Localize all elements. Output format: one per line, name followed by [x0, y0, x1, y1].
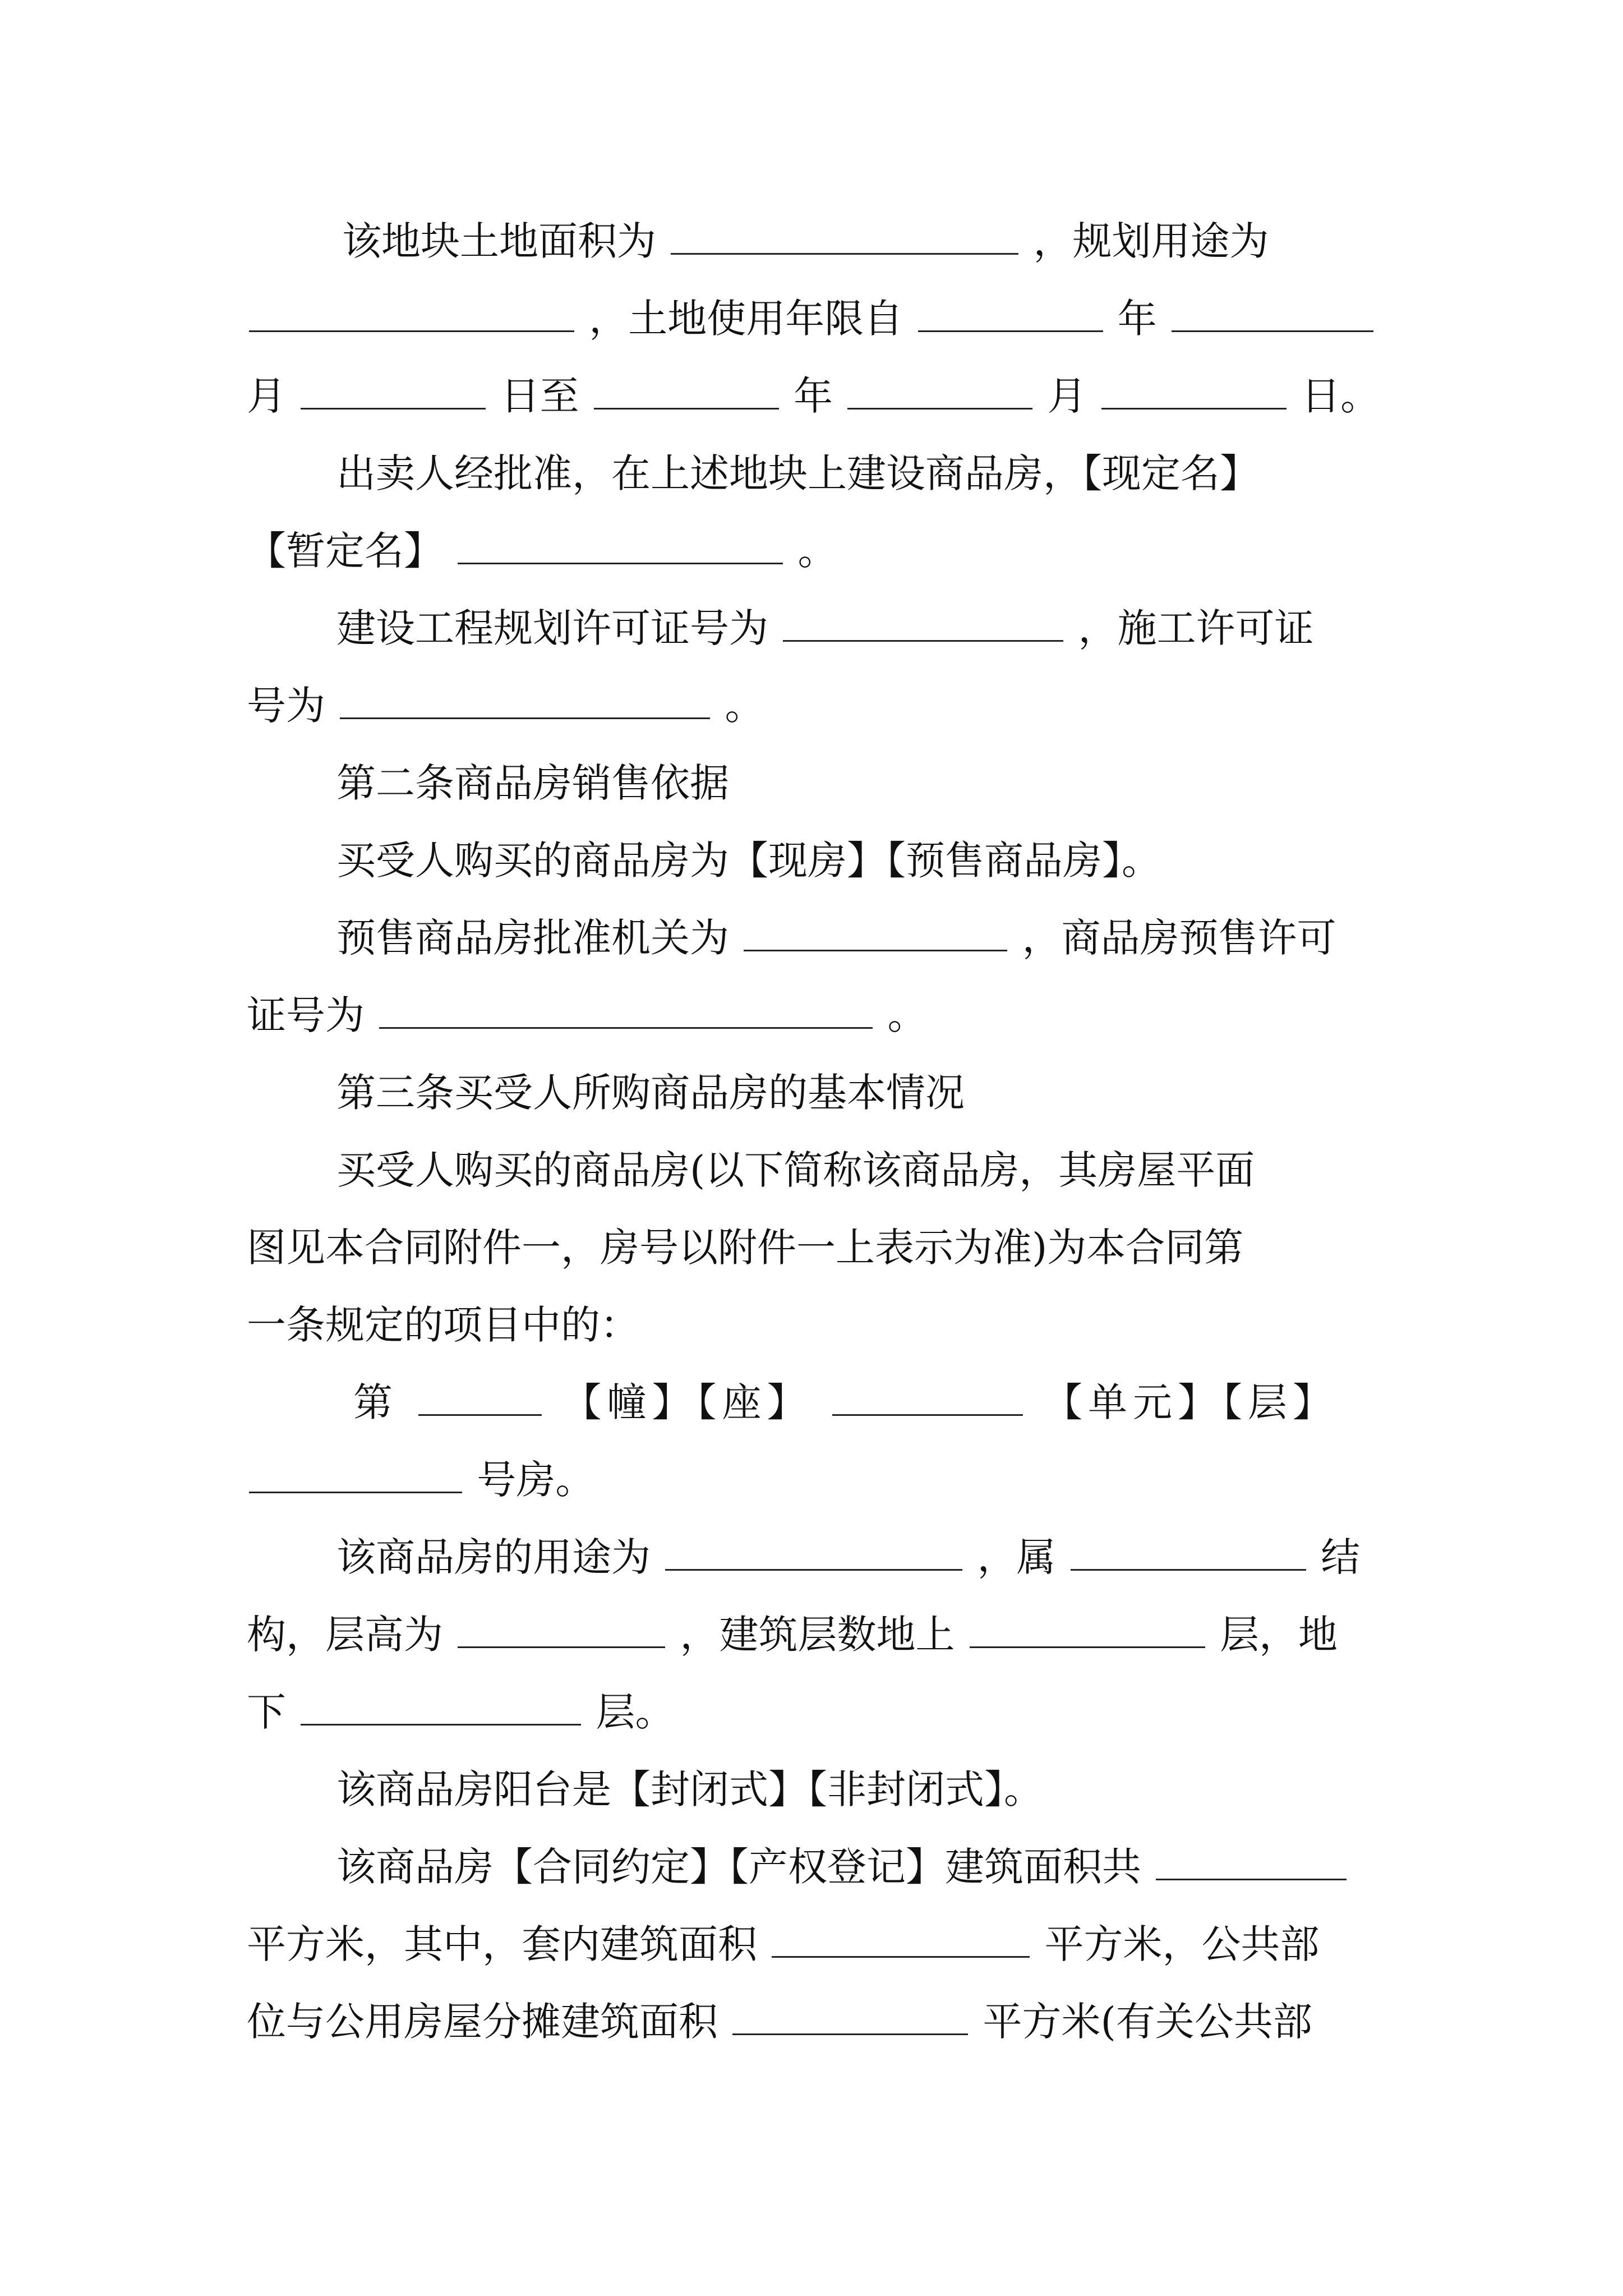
- text-segment: ，建筑层数地上: [680, 1612, 955, 1658]
- text-line-usage-term: [247, 291, 1376, 347]
- text-line-building-unit: [353, 1374, 1338, 1430]
- text-segment: 平方米，公共部: [1044, 1921, 1320, 1967]
- text-line-presale-permit: [247, 987, 927, 1043]
- text-segment: 该商品房【合同约定】【产权登记】建筑面积共: [336, 1844, 1141, 1890]
- text-segment: 层。: [596, 1689, 675, 1735]
- text-line-house-usage: [336, 1529, 1360, 1585]
- text-segment: 该商品房的用途为: [336, 1534, 651, 1580]
- text-line-floors-below: [247, 1684, 675, 1740]
- text-segment: 位与公用房屋分摊建筑面积: [247, 1999, 718, 2045]
- fill-in-blank-unit-number[interactable]: [832, 1375, 1023, 1416]
- fill-in-blank-shared-area[interactable]: [732, 1994, 968, 2035]
- text-segment: ，规划用途为: [1033, 218, 1269, 264]
- text-segment: 建设工程规划许可证号为: [336, 605, 768, 651]
- text-segment: 层，地: [1220, 1612, 1338, 1658]
- text-segment: 结: [1321, 1534, 1361, 1580]
- fill-in-blank-land-area[interactable]: [671, 214, 1018, 255]
- text-segment: ，施工许可证: [1078, 605, 1314, 651]
- fill-in-blank-room-number[interactable]: [249, 1452, 462, 1493]
- text-segment: 平方米(有关公共部: [983, 1999, 1312, 2045]
- text-line-room-number: [247, 1452, 594, 1508]
- text-segment: 月: [1047, 373, 1087, 419]
- text-line-shared-area: [247, 1994, 1312, 2050]
- fill-in-blank-usage[interactable]: [249, 291, 574, 332]
- text-segment: 预售商品房批准机关为: [336, 915, 729, 961]
- text-segment: 年: [794, 373, 833, 419]
- fill-in-blank-floors-above[interactable]: [970, 1607, 1205, 1648]
- fill-in-blank-inner-area[interactable]: [772, 1917, 1030, 1958]
- text-segment: 【暂定名】: [247, 528, 443, 574]
- fill-in-blank-start-day[interactable]: [301, 369, 486, 409]
- text-line-building-area: [336, 1839, 1349, 1895]
- text-segment: 买受人购买的商品房为【现房】【预售商品房】。: [336, 838, 1161, 884]
- fill-in-blank-house-usage[interactable]: [665, 1530, 962, 1571]
- fill-in-blank-floor-height[interactable]: [458, 1607, 665, 1648]
- text-segment: 第三条买受人所购商品房的基本情况: [336, 1070, 965, 1116]
- fill-in-blank-floors-below[interactable]: [301, 1685, 581, 1726]
- text-line-construction-permit: [247, 678, 764, 734]
- text-line-floor-height: [247, 1607, 1338, 1663]
- text-segment: 一条规定的项目中的：: [247, 1302, 639, 1348]
- fill-in-blank-building-area[interactable]: [1156, 1839, 1347, 1880]
- text-line-house-description-2: [247, 1220, 1243, 1276]
- fill-in-blank-end-day[interactable]: [1101, 369, 1287, 409]
- text-line-planning-permit: [336, 600, 1314, 656]
- article-2-heading: [336, 755, 729, 811]
- fill-in-blank-presale-authority[interactable]: [744, 910, 1007, 951]
- fill-in-blank-building-number[interactable]: [418, 1375, 542, 1416]
- text-line-term-dates: [247, 368, 1380, 424]
- text-segment: 该商品房阳台是【封闭式】【非封闭式】。: [336, 1766, 1043, 1812]
- fill-in-blank-presale-permit[interactable]: [379, 988, 873, 1029]
- text-line-presale-authority: [336, 910, 1336, 966]
- text-line-house-type: [336, 832, 1161, 889]
- text-segment: 日至: [500, 373, 579, 419]
- text-segment: 。: [725, 683, 764, 729]
- text-segment: 号房。: [477, 1457, 595, 1503]
- text-segment: 日。: [1301, 373, 1380, 419]
- text-segment: ，商品房预售许可: [1022, 915, 1336, 961]
- text-segment: 买受人购买的商品房(以下简称该商品房，其房屋平面: [336, 1147, 1255, 1193]
- fill-in-blank-end-month[interactable]: [847, 369, 1032, 409]
- text-segment: 图见本合同附件一，房号以附件一上表示为准)为本合同第: [247, 1225, 1244, 1271]
- text-segment: 第二条商品房销售依据: [336, 760, 729, 806]
- text-segment: 下: [247, 1689, 286, 1735]
- fill-in-blank-start-year[interactable]: [918, 291, 1103, 332]
- text-segment: 月: [247, 373, 286, 419]
- text-line-house-description-1: [336, 1142, 1255, 1198]
- text-line-tentative-name: [247, 523, 837, 579]
- text-segment: ，属: [977, 1534, 1056, 1580]
- fill-in-blank-end-year[interactable]: [594, 369, 779, 409]
- text-line-land-area: [342, 213, 1269, 269]
- text-segment: 。: [887, 992, 927, 1038]
- fill-in-blank-planning-permit[interactable]: [783, 601, 1063, 642]
- text-line-seller-approval: [336, 445, 1259, 501]
- text-segment: 【幢】【座】: [562, 1379, 812, 1425]
- fill-in-blank-start-month[interactable]: [1172, 291, 1373, 332]
- text-segment: ，土地使用年限自: [589, 296, 903, 342]
- text-line-inner-area: [247, 1916, 1320, 1972]
- text-segment: 年: [1117, 296, 1157, 342]
- text-segment: 该地块土地面积为: [342, 218, 656, 264]
- text-line-balcony: [336, 1761, 1043, 1818]
- fill-in-blank-project-name[interactable]: [458, 523, 783, 564]
- text-segment: 号为: [247, 683, 325, 729]
- fill-in-blank-construction-permit[interactable]: [340, 678, 710, 719]
- text-segment: 出卖人经批准，在上述地块上建设商品房，【现定名】: [336, 450, 1259, 496]
- fill-in-blank-structure[interactable]: [1071, 1530, 1306, 1571]
- text-segment: 第: [353, 1379, 398, 1425]
- text-segment: 证号为: [247, 992, 365, 1038]
- article-3-heading: [336, 1065, 965, 1121]
- text-segment: 平方米，其中，套内建筑面积: [247, 1921, 757, 1967]
- text-segment: 。: [797, 528, 837, 574]
- text-segment: 【单元】【层】: [1043, 1379, 1338, 1425]
- text-line-house-description-3: [247, 1297, 639, 1353]
- text-segment: 构，层高为: [247, 1612, 443, 1658]
